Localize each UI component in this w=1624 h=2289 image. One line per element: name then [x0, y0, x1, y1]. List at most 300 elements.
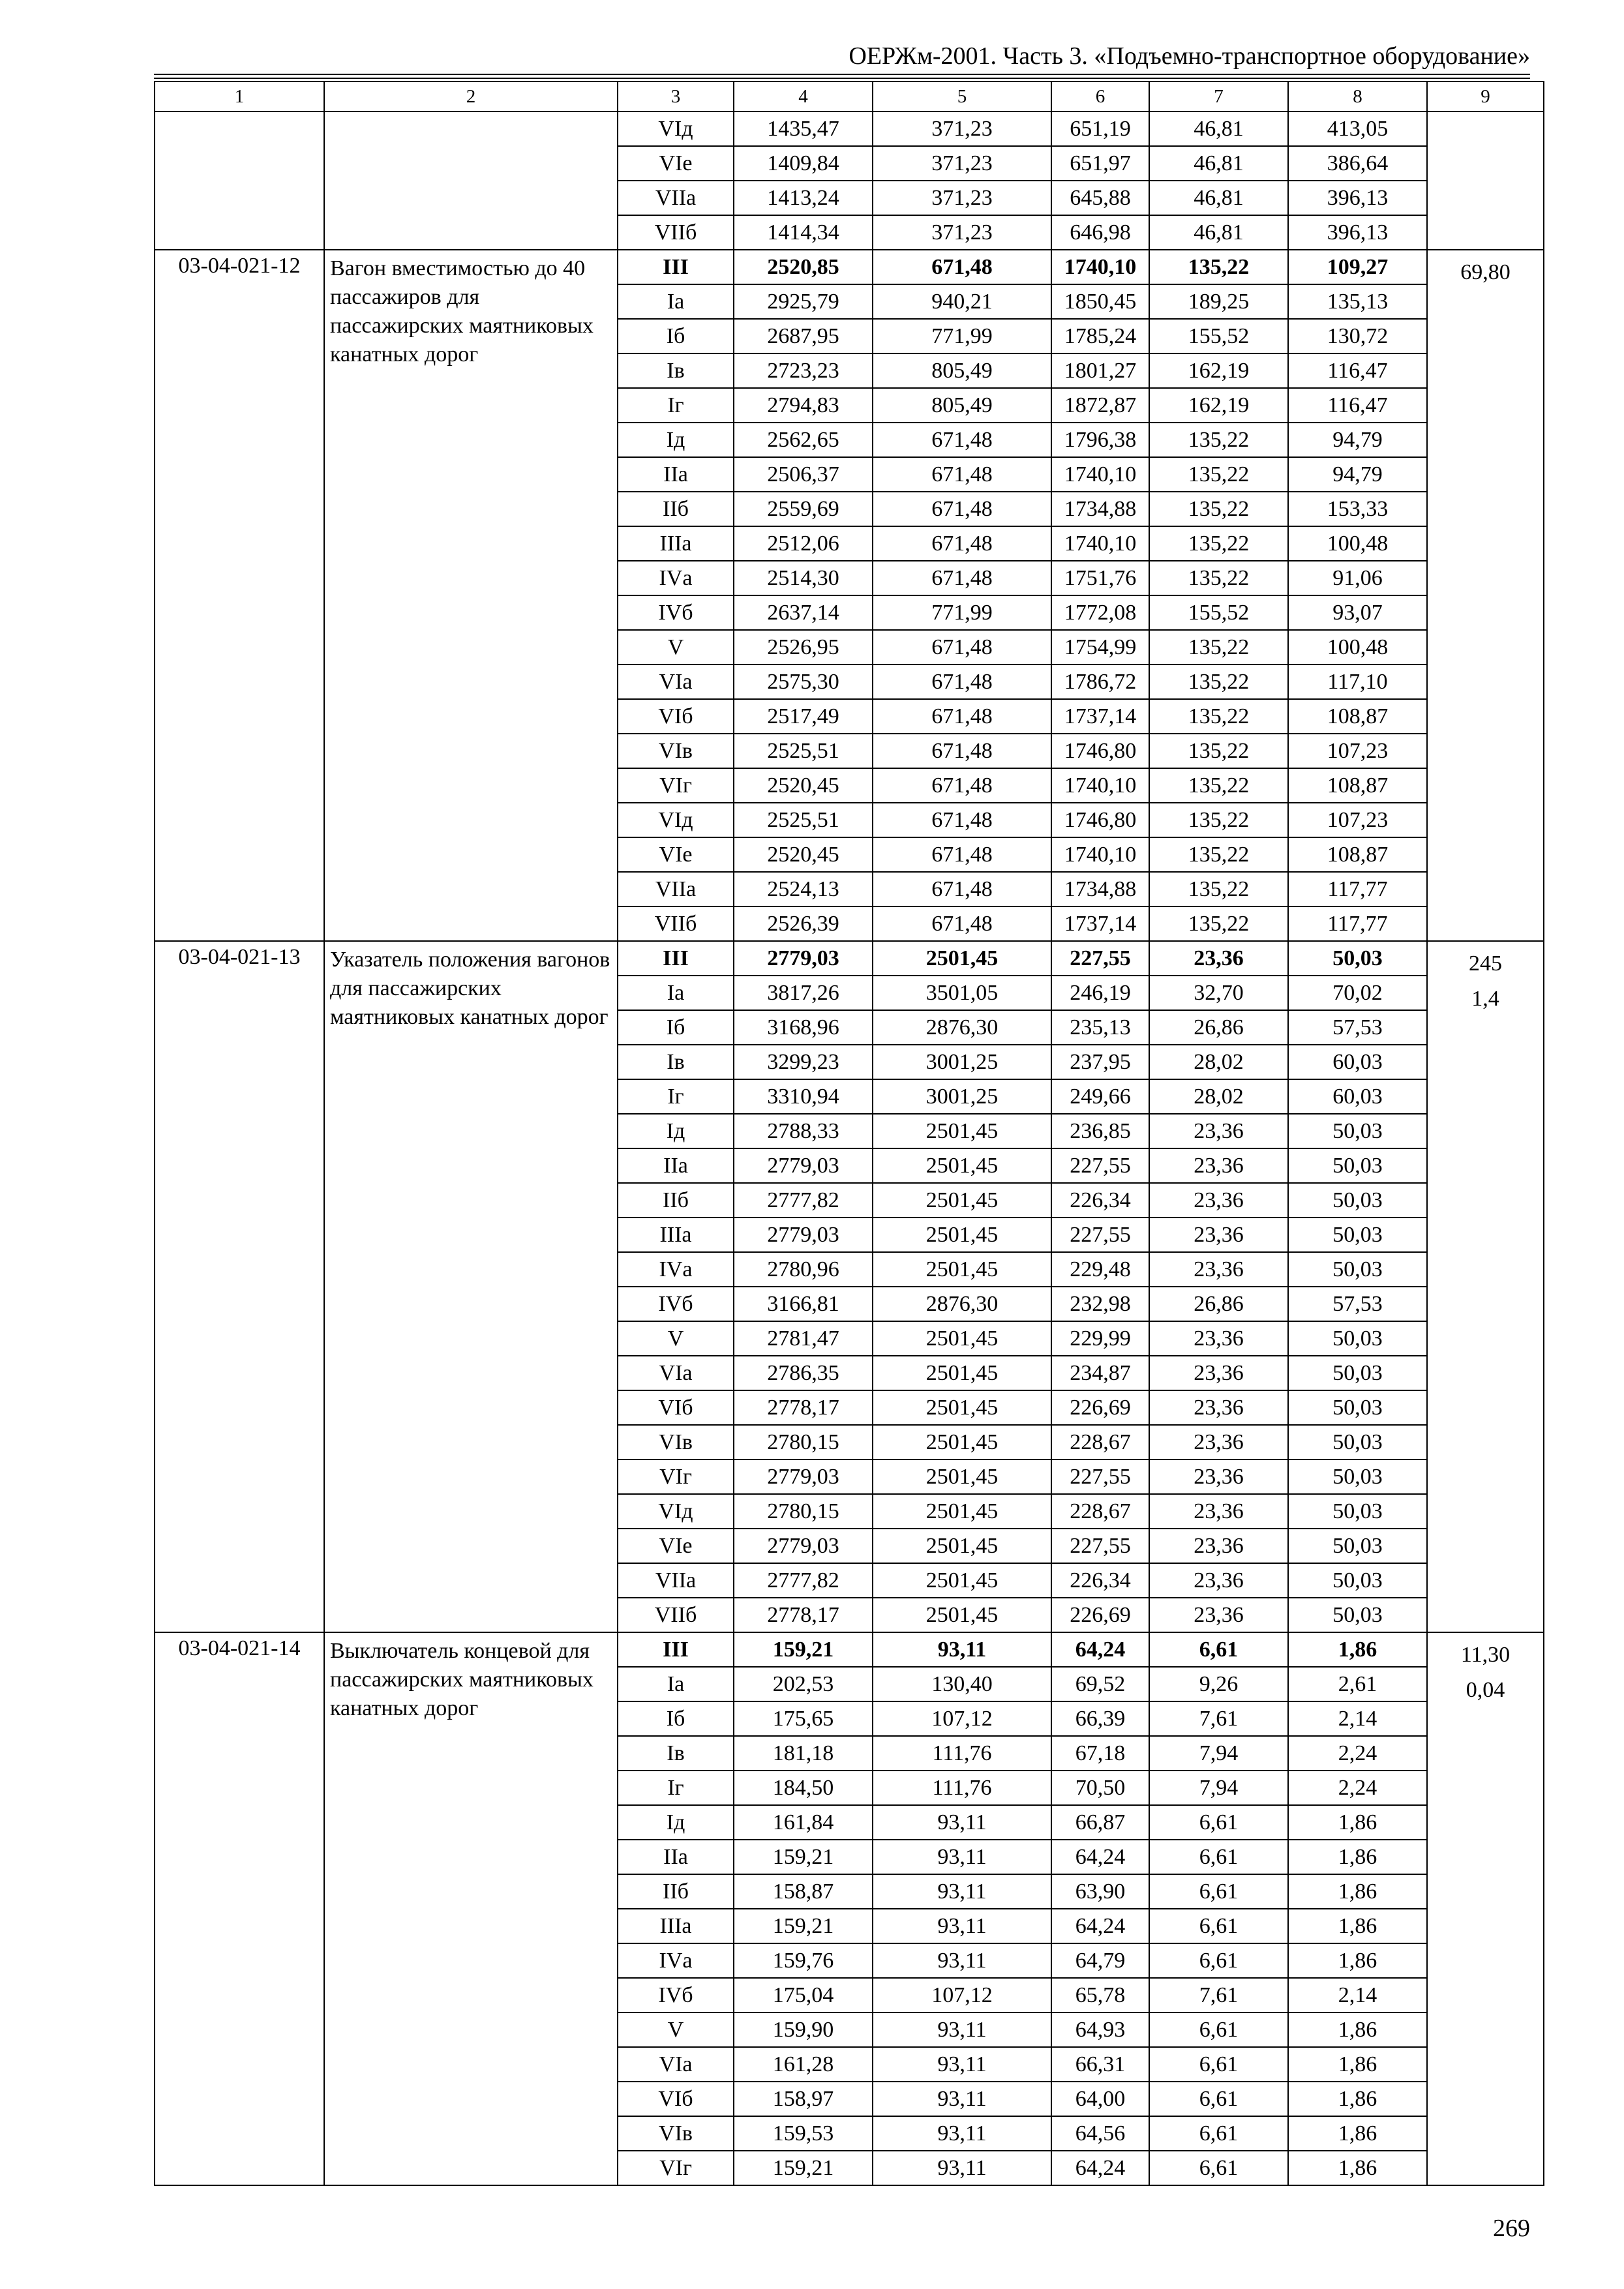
labor-cost-cell: 671,48 [873, 768, 1051, 803]
machinist-wage-cell: 23,36 [1149, 1494, 1288, 1529]
labor-cost-cell: 2501,45 [873, 1321, 1051, 1356]
machine-cost-cell: 1801,27 [1051, 353, 1149, 388]
machinist-wage-cell: 23,36 [1149, 1459, 1288, 1494]
zone-cell: IVа [618, 1252, 734, 1287]
machine-cost-cell: 235,13 [1051, 1010, 1149, 1045]
header-rule [154, 78, 1530, 79]
machinist-wage-cell: 46,81 [1149, 215, 1288, 250]
direct-cost-cell: 159,21 [734, 1840, 873, 1874]
machinist-wage-cell: 135,22 [1149, 492, 1288, 526]
zone-cell: VIа [618, 665, 734, 699]
labor-cost-cell: 2501,45 [873, 1114, 1051, 1148]
direct-cost-cell: 2525,51 [734, 803, 873, 837]
machinist-wage-cell: 135,22 [1149, 526, 1288, 561]
zone-cell: VIг [618, 1459, 734, 1494]
material-cost-cell: 117,77 [1288, 872, 1427, 906]
zone-cell: IIа [618, 1840, 734, 1874]
zone-cell: VIб [618, 1390, 734, 1425]
direct-cost-cell: 202,53 [734, 1667, 873, 1701]
material-cost-cell: 1,86 [1288, 1943, 1427, 1978]
labor-cost-cell: 771,99 [873, 319, 1051, 353]
zone-cell: IVа [618, 561, 734, 595]
zone-cell: Iв [618, 1045, 734, 1079]
col9-value: 69,80 [1460, 260, 1511, 284]
machinist-wage-cell: 135,22 [1149, 837, 1288, 872]
machinist-wage-cell: 162,19 [1149, 353, 1288, 388]
zone-cell: IIIа [618, 526, 734, 561]
material-cost-cell: 116,47 [1288, 388, 1427, 423]
direct-cost-cell: 2520,45 [734, 768, 873, 803]
machine-cost-cell: 64,24 [1051, 1909, 1149, 1943]
material-cost-cell: 50,03 [1288, 1321, 1427, 1356]
material-cost-cell: 396,13 [1288, 215, 1427, 250]
rate-code-cell: 03-04-021-12 [155, 250, 324, 941]
labor-cost-cell: 93,11 [873, 2082, 1051, 2116]
zone-cell: IIа [618, 1148, 734, 1183]
machinist-wage-cell: 23,36 [1149, 1183, 1288, 1218]
machinist-wage-cell: 6,61 [1149, 2012, 1288, 2047]
direct-cost-cell: 3168,96 [734, 1010, 873, 1045]
zone-cell: VIд [618, 112, 734, 146]
rate-name-cell: Выключатель концевой для пассажирских маятниковых канатных дорог [324, 1632, 618, 2185]
material-cost-cell: 50,03 [1288, 1183, 1427, 1218]
zone-cell: IIIа [618, 1909, 734, 1943]
labor-cost-cell: 2876,30 [873, 1287, 1051, 1321]
machinist-wage-cell: 7,61 [1149, 1701, 1288, 1736]
machine-cost-cell: 246,19 [1051, 976, 1149, 1010]
machinist-wage-cell: 23,36 [1149, 1252, 1288, 1287]
material-cost-cell: 1,86 [1288, 1909, 1427, 1943]
column-number: 8 [1288, 82, 1427, 112]
machinist-wage-cell: 26,86 [1149, 1287, 1288, 1321]
labor-cost-cell: 671,48 [873, 803, 1051, 837]
zone-cell: IVб [618, 595, 734, 630]
zone-cell: VIIа [618, 181, 734, 215]
zone-cell: V [618, 1321, 734, 1356]
column-number: 2 [324, 82, 618, 112]
material-cost-cell: 117,77 [1288, 906, 1427, 941]
labor-cost-cell: 671,48 [873, 699, 1051, 734]
zone-cell: Iб [618, 319, 734, 353]
direct-cost-cell: 1414,34 [734, 215, 873, 250]
direct-cost-cell: 1435,47 [734, 112, 873, 146]
direct-cost-cell: 2575,30 [734, 665, 873, 699]
machinist-wage-cell: 46,81 [1149, 112, 1288, 146]
material-cost-cell: 2,61 [1288, 1667, 1427, 1701]
machinist-wage-cell: 135,22 [1149, 423, 1288, 457]
direct-cost-cell: 2777,82 [734, 1563, 873, 1598]
machinist-wage-cell: 135,22 [1149, 872, 1288, 906]
zone-cell: VIд [618, 1494, 734, 1529]
direct-cost-cell: 2562,65 [734, 423, 873, 457]
direct-cost-cell: 2687,95 [734, 319, 873, 353]
rate-code-cell [155, 112, 324, 250]
material-cost-cell: 1,86 [1288, 1840, 1427, 1874]
direct-cost-cell: 2520,85 [734, 250, 873, 284]
material-cost-cell: 1,86 [1288, 2047, 1427, 2082]
zone-cell: VIб [618, 699, 734, 734]
direct-cost-cell: 184,50 [734, 1771, 873, 1805]
column-number: 3 [618, 82, 734, 112]
direct-cost-cell: 2780,96 [734, 1252, 873, 1287]
labor-cost-cell: 93,11 [873, 2116, 1051, 2151]
direct-cost-cell: 158,87 [734, 1874, 873, 1909]
direct-cost-cell: 3299,23 [734, 1045, 873, 1079]
machine-cost-cell: 227,55 [1051, 941, 1149, 976]
zone-cell: Iг [618, 1771, 734, 1805]
machinist-wage-cell: 28,02 [1149, 1045, 1288, 1079]
labor-cost-cell: 2501,45 [873, 1183, 1051, 1218]
rate-code-cell: 03-04-021-14 [155, 1632, 324, 2185]
machinist-wage-cell: 23,36 [1149, 941, 1288, 976]
zone-cell: VIа [618, 2047, 734, 2082]
labor-cost-cell: 2501,45 [873, 1494, 1051, 1529]
column-number: 1 [155, 82, 324, 112]
labor-cost-cell: 940,21 [873, 284, 1051, 319]
machinist-wage-cell: 23,36 [1149, 1218, 1288, 1252]
machinist-wage-cell: 23,36 [1149, 1114, 1288, 1148]
labor-cost-cell: 111,76 [873, 1736, 1051, 1771]
labor-cost-cell: 107,12 [873, 1978, 1051, 2012]
direct-cost-cell: 159,21 [734, 2151, 873, 2185]
machine-cost-cell: 1740,10 [1051, 250, 1149, 284]
machine-cost-cell: 249,66 [1051, 1079, 1149, 1114]
direct-cost-cell: 2777,82 [734, 1183, 873, 1218]
zone-cell: VIIа [618, 872, 734, 906]
direct-cost-cell: 2525,51 [734, 734, 873, 768]
machinist-wage-cell: 6,61 [1149, 2047, 1288, 2082]
machinist-wage-cell: 162,19 [1149, 388, 1288, 423]
machine-cost-cell: 236,85 [1051, 1114, 1149, 1148]
machine-cost-cell: 227,55 [1051, 1459, 1149, 1494]
zone-cell: Iв [618, 353, 734, 388]
machine-cost-cell: 228,67 [1051, 1494, 1149, 1529]
machine-cost-cell: 64,24 [1051, 1840, 1149, 1874]
machinist-wage-cell: 23,36 [1149, 1356, 1288, 1390]
labor-cost-cell: 771,99 [873, 595, 1051, 630]
zone-cell: IVа [618, 1943, 734, 1978]
machinist-wage-cell: 135,22 [1149, 250, 1288, 284]
direct-cost-cell: 161,28 [734, 2047, 873, 2082]
labor-cost-cell: 2501,45 [873, 1252, 1051, 1287]
zone-cell: VIе [618, 146, 734, 181]
machine-cost-cell: 1796,38 [1051, 423, 1149, 457]
material-cost-cell: 60,03 [1288, 1079, 1427, 1114]
machinist-wage-cell: 135,22 [1149, 630, 1288, 665]
material-cost-cell: 50,03 [1288, 1459, 1427, 1494]
rate-name-cell: Указатель положения вагонов для пассажирских маятниковых канатных дорог [324, 941, 618, 1632]
labor-cost-cell: 2501,45 [873, 1598, 1051, 1632]
direct-cost-cell: 2778,17 [734, 1598, 873, 1632]
direct-cost-cell: 2637,14 [734, 595, 873, 630]
machine-cost-cell: 64,24 [1051, 1632, 1149, 1667]
machinist-wage-cell: 135,22 [1149, 768, 1288, 803]
machinist-wage-cell: 155,52 [1149, 595, 1288, 630]
labor-cost-cell: 130,40 [873, 1667, 1051, 1701]
material-cost-cell: 107,23 [1288, 803, 1427, 837]
zone-cell: III [618, 250, 734, 284]
labor-cost-cell: 671,48 [873, 526, 1051, 561]
machinist-wage-cell: 6,61 [1149, 2082, 1288, 2116]
machine-cost-cell: 1737,14 [1051, 906, 1149, 941]
direct-cost-cell: 3310,94 [734, 1079, 873, 1114]
direct-cost-cell: 2779,03 [734, 1459, 873, 1494]
material-cost-cell: 2,24 [1288, 1736, 1427, 1771]
machinist-wage-cell: 23,36 [1149, 1390, 1288, 1425]
zone-cell: VIIб [618, 906, 734, 941]
labor-cost-cell: 2501,45 [873, 1529, 1051, 1563]
material-cost-cell: 108,87 [1288, 699, 1427, 734]
column-number: 5 [873, 82, 1051, 112]
material-consumption-cell [1427, 1632, 1544, 2185]
labor-cost-cell: 671,48 [873, 734, 1051, 768]
machine-cost-cell: 1772,08 [1051, 595, 1149, 630]
labor-cost-cell: 93,11 [873, 1632, 1051, 1667]
labor-cost-cell: 3001,25 [873, 1045, 1051, 1079]
material-cost-cell: 108,87 [1288, 837, 1427, 872]
machinist-wage-cell: 46,81 [1149, 181, 1288, 215]
direct-cost-cell: 175,65 [734, 1701, 873, 1736]
zone-cell: VIе [618, 837, 734, 872]
labor-cost-cell: 671,48 [873, 561, 1051, 595]
col9-value: 11,30 [1460, 1643, 1511, 1667]
material-consumption-cell [1427, 250, 1544, 941]
machine-cost-cell: 232,98 [1051, 1287, 1149, 1321]
machine-cost-cell: 66,87 [1051, 1805, 1149, 1840]
machine-cost-cell: 227,55 [1051, 1148, 1149, 1183]
machinist-wage-cell: 6,61 [1149, 1805, 1288, 1840]
labor-cost-cell: 93,11 [873, 2047, 1051, 2082]
material-cost-cell: 50,03 [1288, 1356, 1427, 1390]
zone-cell: VIв [618, 2116, 734, 2151]
machinist-wage-cell: 135,22 [1149, 665, 1288, 699]
material-cost-cell: 94,79 [1288, 423, 1427, 457]
labor-cost-cell: 805,49 [873, 353, 1051, 388]
machinist-wage-cell: 6,61 [1149, 2151, 1288, 2185]
machine-cost-cell: 228,67 [1051, 1425, 1149, 1459]
direct-cost-cell: 159,21 [734, 1632, 873, 1667]
column-number-row [155, 82, 1544, 112]
direct-cost-cell: 159,21 [734, 1909, 873, 1943]
labor-cost-cell: 371,23 [873, 181, 1051, 215]
direct-cost-cell: 1413,24 [734, 181, 873, 215]
direct-cost-cell: 181,18 [734, 1736, 873, 1771]
machine-cost-cell: 237,95 [1051, 1045, 1149, 1079]
material-cost-cell: 70,02 [1288, 976, 1427, 1010]
rate-name-cell [324, 112, 618, 250]
zone-cell: Iг [618, 1079, 734, 1114]
labor-cost-cell: 671,48 [873, 837, 1051, 872]
labor-cost-cell: 671,48 [873, 457, 1051, 492]
material-consumption-cell [1427, 941, 1544, 1632]
machinist-wage-cell: 135,22 [1149, 457, 1288, 492]
material-cost-cell: 50,03 [1288, 1114, 1427, 1148]
direct-cost-cell: 2786,35 [734, 1356, 873, 1390]
direct-cost-cell: 2788,33 [734, 1114, 873, 1148]
material-cost-cell: 1,86 [1288, 1632, 1427, 1667]
zone-cell: VIIб [618, 215, 734, 250]
zone-cell: VIд [618, 803, 734, 837]
rate-name-cell: Вагон вместимостью до 40 пассажиров для пассажирских маятниковых канатных дорог [324, 250, 618, 941]
zone-cell: VIв [618, 734, 734, 768]
machinist-wage-cell: 135,22 [1149, 699, 1288, 734]
zone-cell: III [618, 1632, 734, 1667]
machine-cost-cell: 70,50 [1051, 1771, 1149, 1805]
direct-cost-cell: 2794,83 [734, 388, 873, 423]
machine-cost-cell: 226,69 [1051, 1390, 1149, 1425]
direct-cost-cell: 2512,06 [734, 526, 873, 561]
material-cost-cell: 1,86 [1288, 2116, 1427, 2151]
zone-cell: IIIа [618, 1218, 734, 1252]
machine-cost-cell: 65,78 [1051, 1978, 1149, 2012]
material-cost-cell: 57,53 [1288, 1010, 1427, 1045]
material-cost-cell: 130,72 [1288, 319, 1427, 353]
material-cost-cell: 100,48 [1288, 630, 1427, 665]
zone-cell: Iг [618, 388, 734, 423]
machine-cost-cell: 64,93 [1051, 2012, 1149, 2047]
direct-cost-cell: 2514,30 [734, 561, 873, 595]
machine-cost-cell: 1785,24 [1051, 319, 1149, 353]
machine-cost-cell: 1754,99 [1051, 630, 1149, 665]
machinist-wage-cell: 23,36 [1149, 1563, 1288, 1598]
machine-cost-cell: 64,00 [1051, 2082, 1149, 2116]
zone-cell: IVб [618, 1978, 734, 2012]
machinist-wage-cell: 46,81 [1149, 146, 1288, 181]
zone-cell: V [618, 2012, 734, 2047]
material-cost-cell: 396,13 [1288, 181, 1427, 215]
labor-cost-cell: 2501,45 [873, 1218, 1051, 1252]
direct-cost-cell: 2780,15 [734, 1494, 873, 1529]
machinist-wage-cell: 6,61 [1149, 1909, 1288, 1943]
direct-cost-cell: 161,84 [734, 1805, 873, 1840]
labor-cost-cell: 93,11 [873, 2012, 1051, 2047]
machinist-wage-cell: 23,36 [1149, 1321, 1288, 1356]
machinist-wage-cell: 135,22 [1149, 561, 1288, 595]
labor-cost-cell: 671,48 [873, 423, 1051, 457]
machine-cost-cell: 69,52 [1051, 1667, 1149, 1701]
machinist-wage-cell: 135,22 [1149, 734, 1288, 768]
machinist-wage-cell: 6,61 [1149, 1840, 1288, 1874]
machine-cost-cell: 63,90 [1051, 1874, 1149, 1909]
material-cost-cell: 50,03 [1288, 1390, 1427, 1425]
labor-cost-cell: 671,48 [873, 630, 1051, 665]
machine-cost-cell: 229,48 [1051, 1252, 1149, 1287]
material-cost-cell: 117,10 [1288, 665, 1427, 699]
direct-cost-cell: 3817,26 [734, 976, 873, 1010]
material-cost-cell: 50,03 [1288, 1598, 1427, 1632]
labor-cost-cell: 2501,45 [873, 1425, 1051, 1459]
zone-cell: VIIб [618, 1598, 734, 1632]
machine-cost-cell: 651,97 [1051, 146, 1149, 181]
zone-cell: VIа [618, 1356, 734, 1390]
material-cost-cell: 93,07 [1288, 595, 1427, 630]
material-cost-cell: 100,48 [1288, 526, 1427, 561]
direct-cost-cell: 2779,03 [734, 941, 873, 976]
material-cost-cell: 116,47 [1288, 353, 1427, 388]
machinist-wage-cell: 7,94 [1149, 1736, 1288, 1771]
direct-cost-cell: 2780,15 [734, 1425, 873, 1459]
zone-cell: IIб [618, 1183, 734, 1218]
labor-cost-cell: 2501,45 [873, 1563, 1051, 1598]
machinist-wage-cell: 135,22 [1149, 906, 1288, 941]
machine-cost-cell: 1734,88 [1051, 492, 1149, 526]
machine-cost-cell: 67,18 [1051, 1736, 1149, 1771]
zone-cell: III [618, 941, 734, 976]
direct-cost-cell: 158,97 [734, 2082, 873, 2116]
zone-cell: VIг [618, 2151, 734, 2185]
machine-cost-cell: 226,69 [1051, 1598, 1149, 1632]
labor-cost-cell: 3001,25 [873, 1079, 1051, 1114]
zone-cell: Iв [618, 1736, 734, 1771]
labor-cost-cell: 2501,45 [873, 1390, 1051, 1425]
direct-cost-cell: 2779,03 [734, 1529, 873, 1563]
labor-cost-cell: 2501,45 [873, 941, 1051, 976]
zone-cell: VIб [618, 2082, 734, 2116]
direct-cost-cell: 159,90 [734, 2012, 873, 2047]
machine-cost-cell: 1740,10 [1051, 457, 1149, 492]
column-number: 4 [734, 82, 873, 112]
labor-cost-cell: 2501,45 [873, 1459, 1051, 1494]
rates-table [154, 81, 1544, 2186]
machinist-wage-cell: 28,02 [1149, 1079, 1288, 1114]
machine-cost-cell: 227,55 [1051, 1218, 1149, 1252]
material-cost-cell: 135,13 [1288, 284, 1427, 319]
direct-cost-cell: 159,53 [734, 2116, 873, 2151]
direct-cost-cell: 2779,03 [734, 1218, 873, 1252]
machine-cost-cell: 1737,14 [1051, 699, 1149, 734]
material-cost-cell: 50,03 [1288, 1252, 1427, 1287]
zone-cell: IIа [618, 457, 734, 492]
material-cost-cell: 50,03 [1288, 1563, 1427, 1598]
table-row [155, 1632, 1544, 1667]
machinist-wage-cell: 23,36 [1149, 1148, 1288, 1183]
labor-cost-cell: 93,11 [873, 1943, 1051, 1978]
zone-cell: VIв [618, 1425, 734, 1459]
machine-cost-cell: 229,99 [1051, 1321, 1149, 1356]
machine-cost-cell: 1850,45 [1051, 284, 1149, 319]
direct-cost-cell: 2506,37 [734, 457, 873, 492]
machine-cost-cell: 64,79 [1051, 1943, 1149, 1978]
direct-cost-cell: 175,04 [734, 1978, 873, 2012]
labor-cost-cell: 93,11 [873, 1805, 1051, 1840]
machinist-wage-cell: 7,94 [1149, 1771, 1288, 1805]
material-cost-cell: 91,06 [1288, 561, 1427, 595]
labor-cost-cell: 93,11 [873, 1874, 1051, 1909]
labor-cost-cell: 2501,45 [873, 1356, 1051, 1390]
material-cost-cell: 50,03 [1288, 941, 1427, 976]
labor-cost-cell: 93,11 [873, 1909, 1051, 1943]
labor-cost-cell: 805,49 [873, 388, 1051, 423]
table-row [155, 112, 1544, 146]
machine-cost-cell: 64,56 [1051, 2116, 1149, 2151]
col9-value: 0,04 [1466, 1678, 1505, 1702]
machinist-wage-cell: 6,61 [1149, 2116, 1288, 2151]
machine-cost-cell: 1740,10 [1051, 837, 1149, 872]
rate-code-cell: 03-04-021-13 [155, 941, 324, 1632]
machinist-wage-cell: 6,61 [1149, 1632, 1288, 1667]
material-cost-cell: 107,23 [1288, 734, 1427, 768]
direct-cost-cell: 2779,03 [734, 1148, 873, 1183]
machinist-wage-cell: 155,52 [1149, 319, 1288, 353]
material-cost-cell: 2,14 [1288, 1978, 1427, 2012]
machinist-wage-cell: 23,36 [1149, 1425, 1288, 1459]
machine-cost-cell: 1746,80 [1051, 803, 1149, 837]
machine-cost-cell: 66,39 [1051, 1701, 1149, 1736]
page-header-title: ОЕРЖм-2001. Часть 3. «Подъемно-транспортное оборудование» [849, 42, 1530, 70]
machinist-wage-cell: 9,26 [1149, 1667, 1288, 1701]
zone-cell: Iа [618, 1667, 734, 1701]
header-rule [154, 74, 1530, 75]
